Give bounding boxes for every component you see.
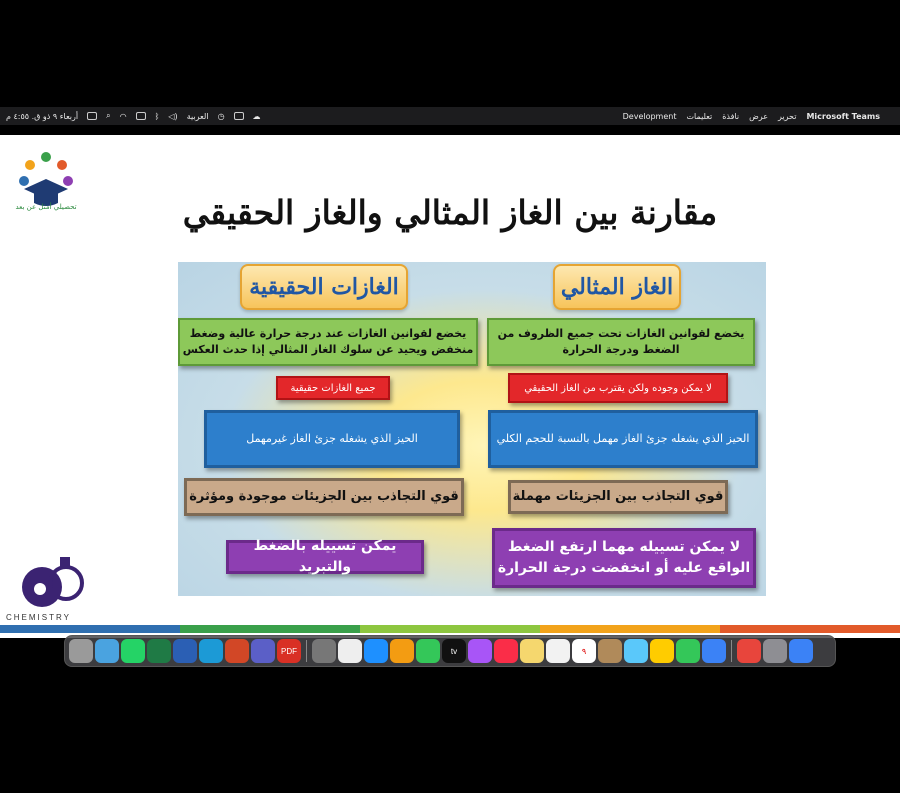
facetime-icon[interactable] [676,639,700,663]
shared-slide [0,135,900,638]
strip-segment [540,625,720,633]
chemistry-label: CHEMISTRY [6,613,71,622]
bluetooth-icon[interactable]: ᛒ [154,111,160,121]
pdf-icon[interactable]: PDF [277,639,301,663]
chemistry-flask-icon [16,553,88,613]
maps-icon[interactable] [624,639,648,663]
real-volume-box: الحيز الذي يشغله جزئ الغاز غيرمهمل [204,410,460,468]
menu-development[interactable]: Development [622,111,677,121]
pages-icon[interactable] [390,639,414,663]
mail-icon[interactable] [702,639,726,663]
numbers-icon[interactable] [416,639,440,663]
real-law-box: يخضع لقوانين الغازات عند درجة حرارة عالية وضغط منخفض ويحيد عن سلوك الغاز المثالي إذا حدث العكس [178,318,478,366]
textedit-icon[interactable] [338,639,362,663]
system-settings-icon[interactable] [312,639,336,663]
color-strip [0,625,900,633]
strip-segment [720,625,900,633]
dock-separator [731,640,732,662]
slide-title: مقارنة بين الغاز المثالي والغاز الحقيقي [182,193,718,232]
wifi-icon[interactable]: ◠ [119,111,127,121]
control-center-icon[interactable] [87,112,97,120]
launchpad-icon[interactable] [763,639,787,663]
strip-segment [0,625,180,633]
ideal-gas-header: الغاز المثالي [553,264,681,310]
podcasts-icon[interactable] [468,639,492,663]
calendar-icon[interactable]: ٩ [572,639,596,663]
chrome-icon[interactable] [737,639,761,663]
word-icon[interactable] [173,639,197,663]
trash-icon[interactable] [69,639,93,663]
music-icon[interactable] [494,639,518,663]
photos-icon[interactable] [650,639,674,663]
keyboard-layout[interactable]: العربية [186,111,209,121]
real-gas-header: الغازات الحقيقية [240,264,408,310]
battery-icon[interactable] [136,112,146,120]
finder-folder-icon[interactable] [95,639,119,663]
ideal-attraction-box: قوي التجاذب بين الجزيئات مهملة [508,480,728,514]
ideal-volume-box: الحيز الذي يشغله جزئ الغاز مهمل بالنسبة للحجم الكلي [488,410,758,468]
edge-icon[interactable] [199,639,223,663]
menu-bar [0,107,900,125]
app-menu[interactable]: Microsoft Teams [806,111,880,121]
excel-icon[interactable] [147,639,171,663]
menu-view[interactable]: عرض [749,111,768,121]
notes-icon[interactable] [520,639,544,663]
ideal-law-box: يخضع لقوانين الغازات تحت جميع الظروف من الضغط ودرجة الحرارة [487,318,755,366]
apple-tv-icon[interactable]: tv [442,639,466,663]
app-store-icon[interactable] [364,639,388,663]
menu-bar-menus [623,112,890,121]
comparison-panel [178,262,766,596]
volume-icon[interactable]: ◁) [168,111,178,121]
brand-text: تحصيلي أمثل عن بعد [15,203,77,211]
clock[interactable]: أربعاء ٩ ذو ق. ٤:٥٥ م [6,111,79,121]
dock-separator [306,640,307,662]
dock [64,635,836,667]
real-liquefaction-box: يمكن تسييله بالضغط والتبريد [226,540,424,574]
strip-segment [360,625,540,633]
search-icon[interactable]: ⌕ [106,111,111,120]
icloud-icon[interactable]: ☁ [252,111,261,121]
teams-icon[interactable] [251,639,275,663]
powerpoint-icon[interactable] [225,639,249,663]
contacts-icon[interactable] [598,639,622,663]
menu-help[interactable]: تعليمات [686,111,713,121]
real-attraction-box: قوي التجاذب بين الجزيئات موجودة ومؤثرة [184,478,464,516]
strip-segment [180,625,360,633]
menu-edit[interactable]: تحرير [777,111,797,121]
ideal-liquefaction-box: لا يمكن تسييله مهما ارتفع الضغط الواقع عليه أو انخفضت درجة الحرارة [492,528,756,588]
whatsapp-icon[interactable] [121,639,145,663]
brand-logo-icon [10,143,82,223]
menu-window[interactable]: نافذة [722,111,740,121]
menu-bar-status-area [6,111,261,121]
finder-icon[interactable] [789,639,813,663]
time-machine-icon[interactable]: ◷ [217,111,225,121]
ideal-existence-box: لا يمكن وجوده ولكن يقترب من الغاز الحقيقي [508,373,728,403]
reminders-icon[interactable] [546,639,570,663]
real-existence-box: جميع الغازات حقيقية [276,376,390,400]
screen-record-icon[interactable] [234,112,244,120]
